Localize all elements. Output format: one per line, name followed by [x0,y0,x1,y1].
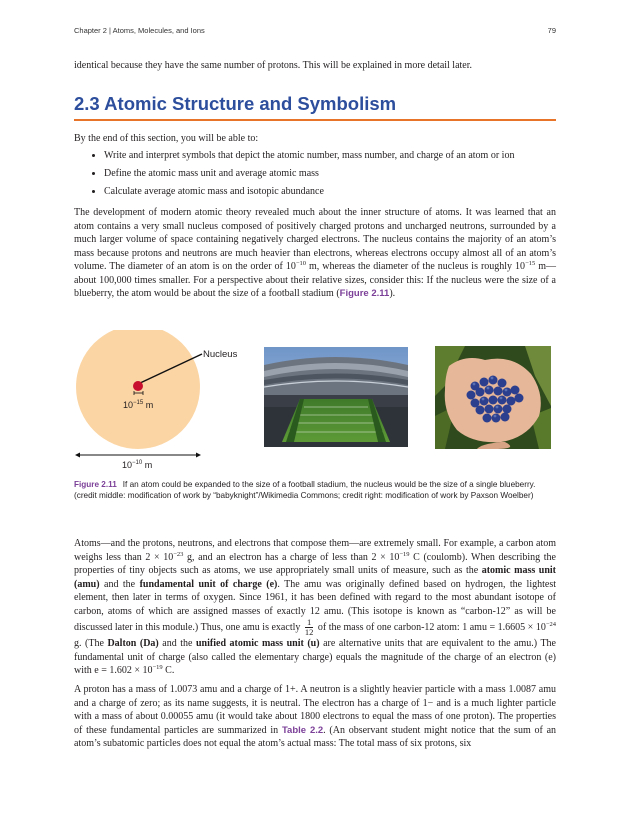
term-dalton: Dalton (Da) [107,638,159,649]
continued-text: identical because they have the same number of protons. This will be explained in more detail later. [74,60,473,71]
figure-2-11 [74,330,556,470]
paragraph-atomic-units: Atoms—and the protons, neutrons, and electrons that compose them—are extremely small. For example, a carbon atom weighs less than $2 \times 10^{-23}$ g, and an electron has a charge of less than $2 \times 10^{-19}$ C (coulomb). When describing the properties of tiny objects such as atoms, we use appropriately small units of measure, such as the atomic mass unit (amu) and the fundamental unit of charge (e). The amu was originally defined based on hydrogen, the lightest element, then later in terms of oxygen. Since 1961, it has been defined with regard to the most abundant isotope of carbon, atoms of which are assigned masses of exactly 12 amu. (This isotope is known as “carbon-12” as will be discussed later in this module.) Thus, one amu is exactly $\frac{1}{12}$ of the mass of one carbon-12 atom: 1 amu = $1.6605 \times 10^{-24}$ g. (The Dalton (Da) and the unified atomic mass unit (u) are alternative units that are equivalent to the amu.) The fundamental unit of charge (also called the elementary charge) equals the magnitude of the charge of an electron (e) with $e = 1.602 \times 10^{-19}$ C. [74,538,557,676]
section-title: 2.3 Atomic Structure and Symbolism [74,93,397,114]
nucleus-dot [133,381,143,391]
objectives-intro: By the end of this section, you will be able to: [74,133,259,144]
section-divider [74,119,556,121]
paragraph-atomic-structure: The development of modern atomic theory revealed much about the inner structure of atoms. It was learned that an atom contains a very small nucleus composed of positively charged protons and uncharged neutrons, surrounded by a much larger volume of space containing negatively charged electrons. The nucleus contains the majority of an atom’s mass because protons and neutrons are much heavier than electrons, whereas electrons occupy almost all of an atom’s volume. The diameter of an atom is on the order of $10^{-10}$ m, whereas the diameter of the nucleus is roughly $10^{-15}$ m—about 100,000 times smaller. For a perspective about their relative sizes, consider this: If the nucleus were the size of a blueberry, the atom would be about the size of a football stadium (Figure 2.11). [74,207,557,299]
term-fundamental-charge: fundamental unit of charge (e) [139,578,278,590]
objective-item: • Define the atomic mass unit and average atomic mass [104,165,514,183]
atom-size-label: $10^{-10}$ m [122,460,153,470]
table-2-2-link[interactable]: Table 2.2 [281,724,324,736]
figure-2-11-link[interactable]: Figure 2.11 [339,288,390,299]
term-unified-amu: unified atomic mass unit (u) [196,638,320,649]
figure-caption [74,480,556,501]
objectives-list [74,147,514,201]
running-header [74,26,556,35]
nucleus-size-label: $10^{-15}$ m [123,400,154,410]
caption-label: Figure 2.11 [74,480,117,489]
objective-item: • Write and interpret symbols that depict the atomic number, mass number, and charge of an atom or ion [104,147,514,165]
chapter-title: Chapter 2 | Atoms, Molecules, and Ions [74,26,205,35]
fraction-one-twelfth: $\frac{1}{12}$ [304,617,314,637]
nucleus-label: Nucleus [203,349,238,360]
paragraph-particle-properties: A proton has a mass of 1.0073 amu and a charge of 1+. A neutron is a slightly heavier particle with a mass 1.0087 amu and a charge of zero; as its name suggests, it is neutral. The electron has a charge of 1− and is a much lighter particle with a mass of about 0.00055 amu (it would take about 1800 electrons to equal the mass of one proton). The properties of these fundamental particles are summarized in Table 2.2. (An observant student might notice that the sum of an atom’s subatomic particles does not equal the atom’s actual mass: The total mass of six protons, six [74,684,557,749]
term-amu: atomic mass unit (amu) [74,565,556,590]
caption-text: If an atom could be expanded to the size of a football stadium, the nucleus would be the size of a single blueberry. (credit middle: modification of work by “babyknight”/Wikimedia Commons; credit right: modification of work by Paxson Woelber) [74,480,536,500]
blueberries-in-hand-photo [435,346,551,449]
objective-item: • Calculate average atomic mass and isotopic abundance [104,183,514,201]
page-number: 79 [547,26,556,35]
football-stadium-photo [264,347,408,447]
